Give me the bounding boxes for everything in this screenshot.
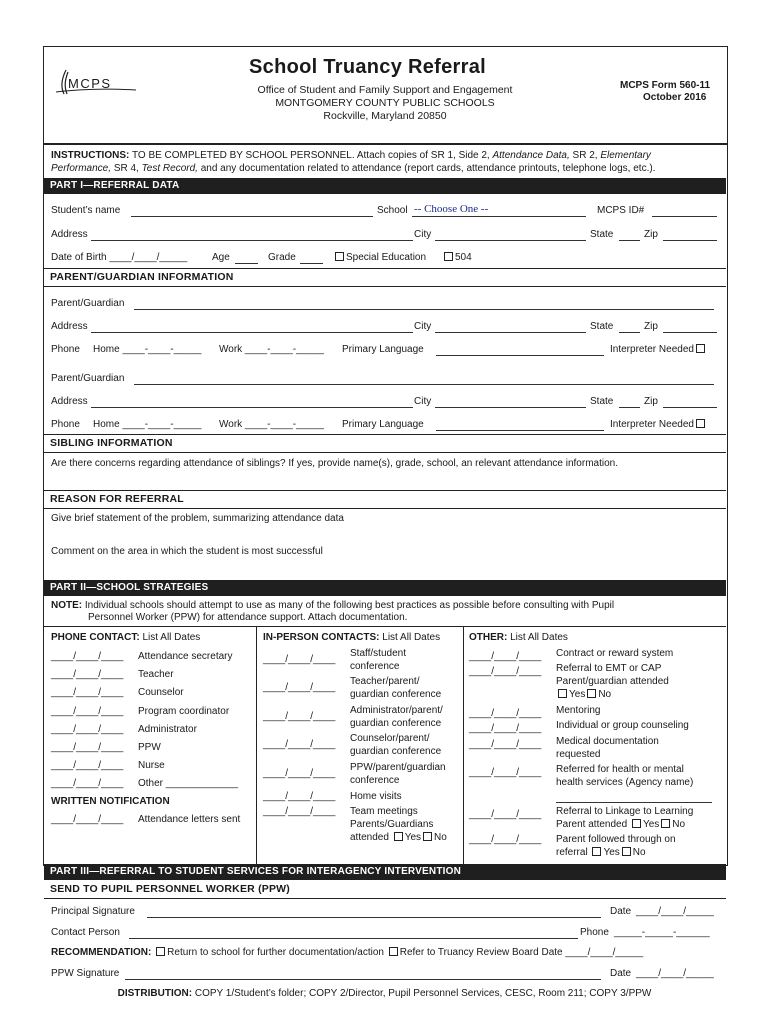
other-date[interactable]: ____/____/____ (469, 834, 542, 845)
part2-bar: PART II—SCHOOL STRATEGIES (44, 580, 726, 596)
other-item: Referral to Linkage to Learning (556, 806, 694, 817)
in-person-date[interactable]: ____/____/____ (263, 711, 336, 722)
form-date: October 2016 (643, 92, 707, 103)
county-name: MONTGOMERY COUNTY PUBLIC SCHOOLS (275, 97, 495, 109)
agency-name-field[interactable] (556, 802, 712, 803)
no-option[interactable]: No (598, 689, 612, 700)
phone-contact-date[interactable]: ____/____/____ (51, 687, 124, 698)
phone2-label: Phone (51, 419, 80, 430)
phone3-label: Phone (580, 927, 609, 938)
principal-signature-field[interactable] (147, 917, 601, 918)
parent-city-label: City (414, 321, 432, 332)
yes-option[interactable]: Yes (642, 819, 660, 830)
in-person-item: guardian conference (350, 746, 442, 757)
phone-contact-item: Counselor (138, 687, 184, 698)
instructions-line2: Performance, SR 4, Test Record, and any documentation related to attendance (report cards, attendance printouts, telephone logs, etc.). (51, 163, 656, 174)
mcps-id-field[interactable] (652, 216, 717, 217)
parent-state-field[interactable] (619, 332, 640, 333)
emt-attended-yes-no (556, 689, 611, 700)
age-field[interactable] (235, 263, 258, 264)
parent2-address-label: Address (51, 396, 88, 407)
phone-contact-item: Other _____________ (138, 778, 239, 789)
parent2-label: Parent/Guardian (51, 373, 125, 384)
checkbox-icon[interactable] (661, 819, 670, 828)
checkbox-icon[interactable] (394, 832, 403, 841)
other-item: Mentoring (556, 705, 601, 716)
sibling-heading: SIBLING INFORMATION (50, 437, 173, 449)
rec-option-return[interactable]: Return to school for further documentation/action (167, 947, 384, 958)
no-option[interactable]: No (672, 819, 686, 830)
parent2-state-label: State (590, 396, 614, 407)
phone-contact-heading: PHONE CONTACT: List All Dates (51, 632, 201, 643)
parent2-address-field[interactable] (91, 407, 413, 408)
student-name-label: Student’s name (51, 205, 121, 216)
other-date[interactable]: ____/____/____ (469, 809, 542, 820)
note-line2: Personnel Worker (PPW) for attendance support. Attach documentation. (88, 612, 408, 623)
zip-field[interactable] (663, 240, 717, 241)
checkbox-icon (696, 344, 705, 353)
in-person-heading: IN-PERSON CONTACTS: List All Dates (263, 632, 441, 643)
parent2-field[interactable] (134, 384, 714, 385)
special-ed-option[interactable]: Special Education (333, 252, 426, 263)
state-field[interactable] (619, 240, 640, 241)
other-date[interactable]: ____/____/____ (469, 666, 542, 677)
other-item: Medical documentation (556, 736, 659, 747)
parent-label: Parent/Guardian (51, 298, 125, 309)
city-name: Rockville, Maryland 20850 (323, 110, 447, 122)
ppw-date-label: Date (610, 968, 632, 979)
parent2-zip-label: Zip (644, 396, 658, 407)
age-label: Age (212, 252, 230, 263)
principal-label: Principal Signature (51, 906, 135, 917)
checkbox-icon[interactable] (156, 947, 165, 956)
phone-contact-item: Attendance secretary (138, 651, 233, 662)
recommendation-row: RECOMMENDATION: Return to school for further documentation/action Refer to Truancy Review Board Date ____/____/_____ (51, 947, 644, 958)
parent2-city-label: City (414, 396, 432, 407)
contact-field[interactable] (129, 938, 578, 939)
in-person-item: attended Yes No (350, 832, 447, 843)
parent-address-field[interactable] (91, 332, 413, 333)
interpreter2-option[interactable]: Interpreter Needed (610, 419, 707, 430)
other-item: referral Yes No (556, 847, 646, 858)
parent-zip-label: Zip (644, 321, 658, 332)
other-date[interactable]: ____/____/____ (469, 723, 542, 734)
option-504[interactable]: 504 (442, 252, 472, 263)
phone-contact-date[interactable]: ____/____/____ (51, 760, 124, 771)
in-person-item: guardian conference (350, 689, 442, 700)
phone-contact-item: Nurse (138, 760, 165, 771)
parent-city-field[interactable] (435, 332, 586, 333)
parent-field[interactable] (134, 309, 714, 310)
checkbox-icon[interactable] (592, 847, 601, 856)
phone-contact-item: Administrator (138, 724, 197, 735)
grade-field[interactable] (300, 263, 323, 264)
rec-option-truancy-board[interactable]: Refer to Truancy Review Board (399, 947, 539, 958)
written-date[interactable]: ____/____/____ (51, 814, 124, 825)
other-date[interactable]: ____/____/____ (469, 651, 542, 662)
checkbox-icon (696, 419, 705, 428)
zip-label: Zip (644, 229, 658, 240)
in-person-date[interactable]: ____/____/____ (263, 806, 336, 817)
note-line1: NOTE: Individual schools should attempt to use as many of the following best practices as possible before consulting with Pupil (51, 600, 615, 611)
home-phone2-field[interactable]: Home ____-____-_____ (93, 419, 202, 430)
written-item: Attendance letters sent (138, 814, 241, 825)
form-number: MCPS Form 560-11 (620, 80, 711, 91)
in-person-item: Team meetings (350, 806, 418, 817)
part1-bar: PART I—REFERRAL DATA (44, 178, 726, 194)
address-label: Address (51, 229, 88, 240)
checkbox-icon[interactable] (587, 689, 596, 698)
in-person-item: Counselor/parent/ (350, 733, 430, 744)
checkbox-icon[interactable] (423, 832, 432, 841)
no-option[interactable]: No (632, 847, 646, 858)
phone3-field[interactable]: _____-_____-______ (614, 927, 710, 938)
city-field[interactable] (435, 240, 586, 241)
other-item: Parent/guardian attended (556, 676, 669, 687)
phone-contact-item: Teacher (138, 669, 174, 680)
in-person-date[interactable]: ____/____/____ (263, 791, 336, 802)
other-item: health services (Agency name) (556, 777, 694, 788)
checkbox-icon[interactable] (558, 689, 567, 698)
written-heading: WRITTEN NOTIFICATION (51, 796, 170, 807)
in-person-date[interactable]: ____/____/____ (263, 654, 336, 665)
instructions-line1: INSTRUCTIONS: TO BE COMPLETED BY SCHOOL PERSONNEL. Attach copies of SR 1, Side 2, Attendance Data, SR 2, Elementary (51, 150, 651, 161)
ppw-signature-field[interactable] (125, 979, 601, 980)
phone-label: Phone (51, 344, 80, 355)
phone-contact-date[interactable]: ____/____/____ (51, 778, 124, 789)
principal-date-field[interactable]: ____/____/_____ (636, 906, 714, 917)
page-title: School Truancy Referral (249, 56, 486, 78)
phone-contact-date[interactable]: ____/____/____ (51, 724, 124, 735)
language-label: Primary Language (342, 344, 424, 355)
yes-option[interactable]: Yes (404, 832, 422, 843)
in-person-item: Parents/Guardians (350, 819, 434, 830)
other-item: Individual or group counseling (556, 720, 689, 731)
grade-label: Grade (268, 252, 296, 263)
other-date[interactable]: ____/____/____ (469, 767, 542, 778)
in-person-date[interactable]: ____/____/____ (263, 682, 336, 693)
school-select[interactable]: -- Choose One -- (414, 203, 489, 215)
rec-date-field[interactable]: ____/____/_____ (565, 947, 644, 958)
other-item: Parent followed through on (556, 834, 676, 845)
other-item: requested (556, 749, 601, 760)
checkbox-icon[interactable] (389, 947, 398, 956)
office-name: Office of Student and Family Support and Engagement (257, 84, 513, 96)
in-person-item: PPW/parent/guardian (350, 762, 446, 773)
dob-field[interactable]: Date of Birth ____/____/_____ (51, 252, 188, 263)
in-person-date[interactable]: ____/____/____ (263, 739, 336, 750)
phone-contact-date[interactable]: ____/____/____ (51, 706, 124, 717)
ppw-date-field[interactable]: ____/____/_____ (636, 968, 714, 979)
mcps-id-label: MCPS ID# (597, 205, 645, 216)
logo-text: MCPS (68, 76, 112, 91)
parent2-zip-field[interactable] (663, 407, 717, 408)
phone-contact-date[interactable]: ____/____/____ (51, 651, 124, 662)
home-phone-field[interactable]: Home ____-____-_____ (93, 344, 202, 355)
reason-comment: Comment on the area in which the student is most successful (51, 546, 323, 557)
city-label: City (414, 229, 432, 240)
other-item: Referred for health or mental (556, 764, 684, 775)
other-date[interactable]: ____/____/____ (469, 708, 542, 719)
parent2-state-field[interactable] (619, 407, 640, 408)
other-item: Contract or reward system (556, 648, 674, 659)
ppw-label: PPW Signature (51, 968, 120, 979)
sibling-question: Are there concerns regarding attendance of siblings? If yes, provide name(s), grade, school, an relevant attendance information. (51, 458, 618, 469)
state-label: State (590, 229, 614, 240)
in-person-item: conference (350, 775, 400, 786)
in-person-item: Home visits (350, 791, 402, 802)
in-person-item: guardian conference (350, 718, 442, 729)
language-field[interactable] (436, 355, 604, 356)
language2-field[interactable] (436, 430, 604, 431)
parent-state-label: State (590, 321, 614, 332)
rec-date-label: Date (541, 947, 563, 958)
work-phone2-field[interactable]: Work ____-____-_____ (219, 419, 324, 430)
principal-date-label: Date (610, 906, 632, 917)
phone-contact-item: Program coordinator (138, 706, 230, 717)
part3-bar: PART III—REFERRAL TO STUDENT SERVICES FOR INTERAGENCY INTERVENTION (44, 864, 726, 880)
other-item: Referral to EMT or CAP (556, 663, 662, 674)
guardian-heading: PARENT/GUARDIAN INFORMATION (50, 271, 234, 283)
parent2-city-field[interactable] (435, 407, 586, 408)
phone-contact-date[interactable]: ____/____/____ (51, 669, 124, 680)
yes-option[interactable]: Yes (603, 847, 620, 858)
no-option[interactable]: No (434, 832, 447, 843)
checkbox-icon[interactable] (632, 819, 641, 828)
contact-label: Contact Person (51, 927, 120, 938)
other-item: Parent attended Yes No (556, 819, 686, 830)
checkbox-icon[interactable] (622, 847, 631, 856)
interpreter-option[interactable]: Interpreter Needed (610, 344, 707, 355)
in-person-date[interactable]: ____/____/____ (263, 768, 336, 779)
distribution-footer: DISTRIBUTION: COPY 1/Student’s folder; COPY 2/Director, Pupil Personnel Services, CESC, Room 211; COPY 3/PPW (117, 988, 652, 999)
send-heading: SEND TO PUPIL PERSONNEL WORKER (PPW) (50, 883, 290, 895)
reason-statement: Give brief statement of the problem, summarizing attendance data (51, 513, 344, 524)
other-date[interactable]: ____/____/____ (469, 739, 542, 750)
parent-address-label: Address (51, 321, 88, 332)
in-person-item: Staff/student (350, 648, 406, 659)
school-label: School (377, 205, 408, 216)
school-field-line (412, 216, 586, 217)
language2-label: Primary Language (342, 419, 424, 430)
parent-zip-field[interactable] (663, 332, 717, 333)
in-person-item: conference (350, 661, 400, 672)
yes-option[interactable]: Yes (569, 689, 586, 700)
work-phone-field[interactable]: Work ____-____-_____ (219, 344, 324, 355)
phone-contact-item: PPW (138, 742, 161, 753)
phone-contact-date[interactable]: ____/____/____ (51, 742, 124, 753)
in-person-item: Teacher/parent/ (350, 676, 420, 687)
student-name-field[interactable] (131, 216, 373, 217)
address-field[interactable] (91, 240, 413, 241)
reason-heading: REASON FOR REFERRAL (50, 493, 184, 505)
in-person-item: Administrator/parent/ (350, 705, 443, 716)
other-heading: OTHER: List All Dates (469, 632, 568, 643)
checkbox-icon (335, 252, 344, 261)
checkbox-icon (444, 252, 453, 261)
